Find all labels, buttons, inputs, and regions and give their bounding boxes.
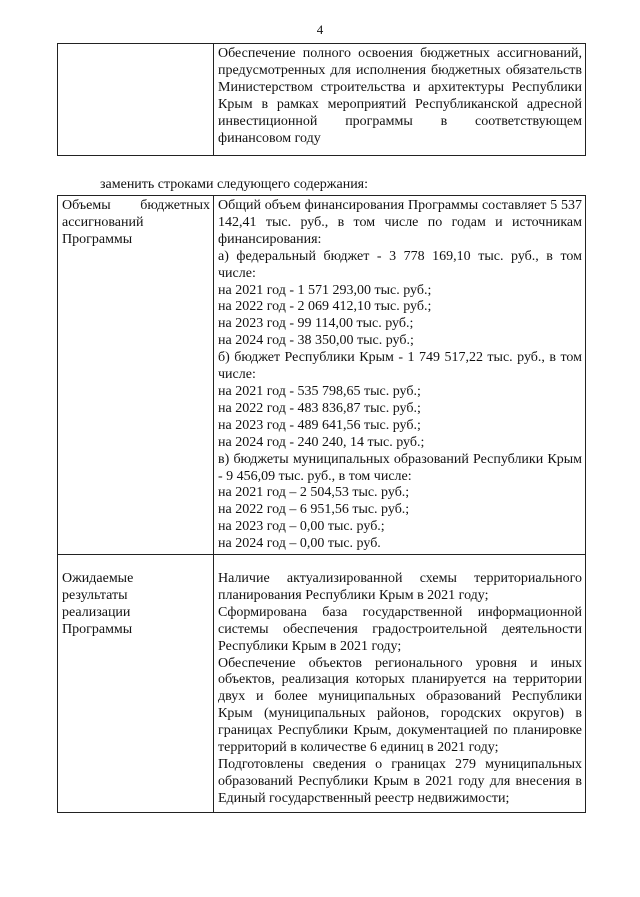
text-line: на 2023 год - 489 641,56 тыс. руб.; [218,417,421,433]
table-row [58,196,586,555]
text-line: Подготовлены сведения о границах 279 муниципальных образований Республики Крым в 2021 году для внесения в Единый государственный реестр недвижимости; [218,757,582,806]
table-row [58,555,586,813]
label-line: результаты [62,587,128,603]
text-line: на 2021 год - 535 798,65 тыс. руб.; [218,383,421,399]
page-number: 4 [316,22,324,37]
table-cell: Обеспечение полного освоения бюджетных ассигнований, предусмотренных для исполнения бюджетных обязательств Министерством строительства и архитектуры Республики Крым в рамках мероприятий Республиканской адресной инвестиционной программы в соответствующем финансовом году [214,44,586,156]
table-cell [214,555,586,813]
text-line: на 2021 год – 2 504,53 тыс. руб.; [218,485,410,501]
intro-text: заменить строками следующего содержания: [100,177,369,192]
text-line: Общий объем финансирования Программы составляет 5 537 142,41 тыс. руб., в том числе по годам и источникам финансирования: [218,198,582,247]
text-line: на 2024 год – 0,00 тыс. руб. [218,536,381,552]
text-line: на 2022 год – 6 951,56 тыс. руб.; [218,502,410,518]
text-line: на 2022 год - 2 069 412,10 тыс. руб.; [218,299,432,315]
text-line: на 2024 год - 38 350,00 тыс. руб.; [218,333,414,349]
text-line: на 2024 год - 240 240, 14 тыс. руб.; [218,434,425,450]
text-line: в) бюджеты муниципальных образований Республики Крым - 9 456,09 тыс. руб., в том числе: [218,451,582,484]
text-line: Сформирована база государственной информационной системы обеспечения градостроительной деятельности Республики Крым в 2021 году; [218,604,582,654]
row-label: Объемы бюджетных ассигнований Программы [58,196,214,555]
text-line: на 2022 год - 483 836,87 тыс. руб.; [218,400,421,416]
text-line: на 2021 год - 1 571 293,00 тыс. руб.; [218,282,432,298]
label-line: Ожидаемые [62,571,134,587]
label-line: Программы [62,621,133,637]
text-line: Обеспечение объектов регионального уровня и иных объектов, реализация которых планируется на территории двух и более муниципальных образований Республики Крым (муниципальных районов, городских округов) в границах Республики Крым, документацией по планировке территорий в количестве 6 единиц в 2021 году; [218,655,582,756]
top-table [57,43,586,156]
text-line: Наличие актуализированной схемы территориального планирования Республики Крым в 2021 году; [218,571,582,603]
empty-cell [58,44,214,156]
passport-table [57,195,586,813]
text-line: на 2023 год - 99 114,00 тыс. руб.; [218,316,414,332]
text-line: на 2023 год – 0,00 тыс. руб.; [218,519,385,535]
row-label [58,555,214,813]
text-line: а) федеральный бюджет - 3 778 169,10 тыс. руб., в том числе: [218,248,582,281]
text-line: б) бюджет Республики Крым - 1 749 517,22 тыс. руб., в том числе: [218,350,582,383]
table-row [58,44,586,156]
label-line: реализации [62,604,131,620]
table-cell [214,196,586,555]
